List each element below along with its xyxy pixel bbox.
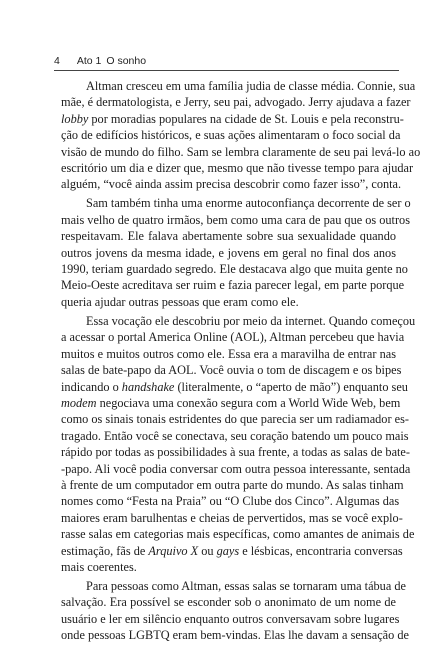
text-line: muitos e muitos outros como ele. Essa era a maravilha de entrar nas [61, 346, 396, 361]
body-text [61, 78, 421, 646]
text-line: à frente de um computador em outra parte do mundo. As salas tinham [61, 477, 404, 492]
text-line: Meio-Oeste acreditava ser ruim e fazia parecer legal, em parte porque [61, 278, 405, 293]
text-line: lobby por moradias populares na cidade de St. Louis e pela reconstru- [61, 111, 404, 126]
paragraph [61, 195, 411, 310]
text-line: Essa vocação ele descobriu por meio da internet. Quando começou [86, 313, 416, 328]
text-line: indicando o handshake (literalmente, o “aperto de mão”) enquanto seu [61, 379, 408, 394]
text-line: rasse salas em categorias mais específicas, como amantes de animais de [61, 527, 415, 542]
text-line: 1990, teriam guardado segredo. Ele destacava algo que muita gente no [61, 262, 408, 277]
text-line: visão de mundo do filho. Sam se lembra claramente de seu pai levá-lo ao [61, 144, 421, 159]
running-header [54, 55, 146, 67]
text-line: outros jovens da mesma idade, e jovens em geral no final dos anos [61, 245, 396, 260]
text-line: queria ajudar outras pessoas que eram como ele. [61, 294, 299, 309]
text-line: alguém, “você ainda assim precisa descobrir como fazer isso”, conta. [61, 177, 402, 192]
text-line: estimação, fãs de Arquivo X ou gays e lésbicas, encontraria conversas [61, 543, 403, 558]
text-line: onde pessoas LGBTQ eram bem-vindas. Elas lhe davam a sensação de [61, 628, 409, 643]
chapter-title: O sonho [106, 55, 147, 67]
act-label: Ato 1 [76, 55, 102, 67]
text-line: a acessar o portal America Online (AOL), Altman percebeu que havia [61, 330, 405, 345]
page-number: 4 [54, 55, 60, 67]
text-line: salvação. Era possível se esconder sob o anonimato de um nome de [61, 595, 396, 610]
text-line: respeitavam. Ele falava abertamente sobre sua sexualidade quando [61, 229, 396, 244]
text-line: nomes como “Festa na Praia” ou “O Clube dos Cinco”. Algumas das [61, 494, 400, 509]
text-line: Altman cresceu em uma família judia de classe média. Connie, sua [86, 79, 416, 93]
text-line: escritório um dia e dizer que, mesmo que não tivesse tempo para ajudar [61, 161, 414, 176]
text-line: mais coerentes. [61, 559, 137, 574]
text-line: mais velho de quatro irmãos, bem como uma cara de pau que os outros [61, 212, 410, 227]
header-rule [54, 70, 399, 71]
text-line: usuário e ler em silêncio enquanto outros conversavam sobre lugares [61, 611, 400, 626]
text-line: salas de bate-papo da AOL. Você ouvia o tom de discagem e os bipes [61, 363, 402, 378]
paragraph [61, 578, 409, 644]
text-line: -papo. Ali você podia conversar com outra pessoa interessante, sentada [61, 461, 411, 476]
text-line: Para pessoas como Altman, essas salas se tornaram uma tábua de [86, 578, 406, 593]
text-line: tragado. Então você se conectava, seu coração batendo um pouco mais [61, 428, 409, 443]
text-line: modem negociava uma conexão segura com a World Wide Web, bem [61, 395, 401, 410]
paragraph [61, 313, 416, 576]
text-line: Sam também tinha uma enorme autoconfiança decorrente de ser o [86, 196, 411, 211]
text-line: como os sinais tonais estridentes do que parecia ser um radiamador es- [61, 412, 409, 427]
text-line: rápido por todas as possibilidades à sua frente, a todas as salas de bate- [61, 445, 410, 460]
text-line: ção de edifícios históricos, e suas ações alimentaram o foco social da [61, 128, 401, 143]
paragraph [61, 78, 421, 193]
text-line: maiores eram barulhentas e cheias de pervertidos, mas se você explo- [61, 510, 403, 525]
text-line: mãe, é dermatologista, e Jerry, seu pai, advogado. Jerry ajudava a fazer [61, 95, 411, 110]
